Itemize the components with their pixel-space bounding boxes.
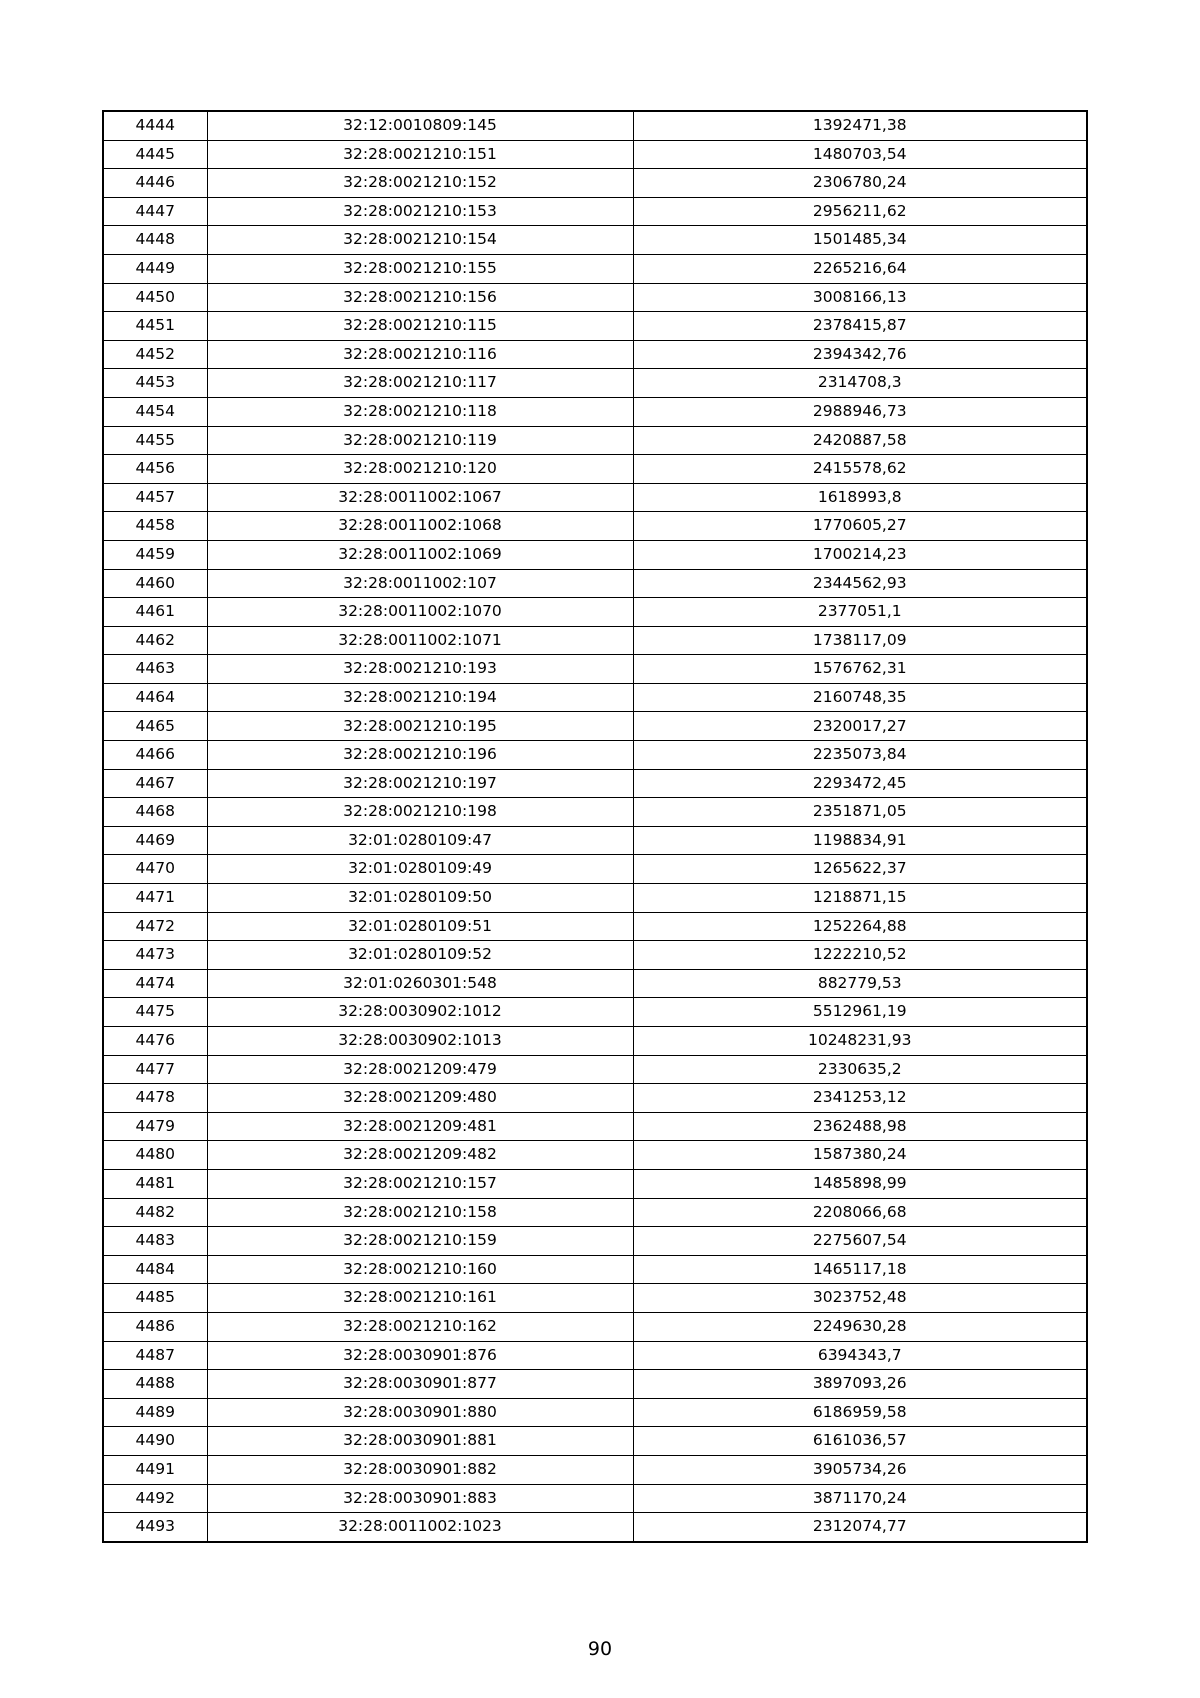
row-number-cell: 4456	[103, 455, 207, 484]
cadastral-number-cell: 32:28:0030902:1012	[207, 998, 633, 1027]
row-number-cell: 4487	[103, 1341, 207, 1370]
table-row	[103, 569, 1087, 598]
table-row	[103, 769, 1087, 798]
table-row	[103, 741, 1087, 770]
row-number-cell: 4461	[103, 598, 207, 627]
table-row	[103, 483, 1087, 512]
cadastral-value-cell: 1252264,88	[633, 912, 1087, 941]
table-row	[103, 397, 1087, 426]
cadastral-number-cell: 32:28:0021210:156	[207, 283, 633, 312]
cadastral-number-cell: 32:28:0011002:1071	[207, 626, 633, 655]
cadastral-value-cell: 1480703,54	[633, 140, 1087, 169]
cadastral-number-cell: 32:28:0021209:480	[207, 1084, 633, 1113]
table-row	[103, 826, 1087, 855]
cadastral-number-cell: 32:28:0021210:152	[207, 169, 633, 198]
cadastral-number-cell: 32:28:0021210:157	[207, 1169, 633, 1198]
cadastral-number-cell: 32:28:0021210:195	[207, 712, 633, 741]
cadastral-value-cell: 2320017,27	[633, 712, 1087, 741]
row-number-cell: 4467	[103, 769, 207, 798]
cadastral-value-cell: 3023752,48	[633, 1284, 1087, 1313]
cadastral-value-cell: 1501485,34	[633, 226, 1087, 255]
row-number-cell: 4483	[103, 1227, 207, 1256]
cadastral-number-cell: 32:28:0030901:876	[207, 1341, 633, 1370]
cadastral-number-cell: 32:28:0021210:119	[207, 426, 633, 455]
cadastral-value-cell: 3897093,26	[633, 1370, 1087, 1399]
cadastral-number-cell: 32:01:0280109:51	[207, 912, 633, 941]
row-number-cell: 4450	[103, 283, 207, 312]
row-number-cell: 4481	[103, 1169, 207, 1198]
row-number-cell: 4448	[103, 226, 207, 255]
table-row	[103, 1312, 1087, 1341]
cadastral-value-cell: 2415578,62	[633, 455, 1087, 484]
row-number-cell: 4468	[103, 798, 207, 827]
row-number-cell: 4464	[103, 683, 207, 712]
table-row	[103, 197, 1087, 226]
table-row	[103, 1027, 1087, 1056]
row-number-cell: 4477	[103, 1055, 207, 1084]
cadastral-number-cell: 32:28:0021210:118	[207, 397, 633, 426]
cadastral-number-cell: 32:12:0010809:145	[207, 111, 633, 140]
table-row	[103, 369, 1087, 398]
cadastral-value-cell: 2420887,58	[633, 426, 1087, 455]
cadastral-number-cell: 32:28:0021210:116	[207, 340, 633, 369]
row-number-cell: 4455	[103, 426, 207, 455]
cadastral-number-cell: 32:28:0021210:193	[207, 655, 633, 684]
row-number-cell: 4465	[103, 712, 207, 741]
cadastral-value-cell: 2956211,62	[633, 197, 1087, 226]
row-number-cell: 4489	[103, 1398, 207, 1427]
page-number: 90	[587, 1638, 613, 1660]
cadastral-value-cell: 1587380,24	[633, 1141, 1087, 1170]
cadastral-value-table	[102, 110, 1088, 1543]
cadastral-value-cell: 2351871,05	[633, 798, 1087, 827]
table-row	[103, 1112, 1087, 1141]
row-number-cell: 4447	[103, 197, 207, 226]
cadastral-number-cell: 32:28:0021210:159	[207, 1227, 633, 1256]
cadastral-number-cell: 32:28:0021210:115	[207, 312, 633, 341]
cadastral-value-cell: 2235073,84	[633, 741, 1087, 770]
row-number-cell: 4457	[103, 483, 207, 512]
table-row	[103, 598, 1087, 627]
row-number-cell: 4463	[103, 655, 207, 684]
cadastral-value-cell: 10248231,93	[633, 1027, 1087, 1056]
table-row	[103, 1427, 1087, 1456]
table-row	[103, 283, 1087, 312]
row-number-cell: 4493	[103, 1513, 207, 1542]
table-row	[103, 855, 1087, 884]
table-body	[103, 111, 1087, 1542]
row-number-cell: 4470	[103, 855, 207, 884]
row-number-cell: 4446	[103, 169, 207, 198]
table-row	[103, 1169, 1087, 1198]
cadastral-number-cell: 32:28:0021210:161	[207, 1284, 633, 1313]
table-row	[103, 912, 1087, 941]
cadastral-number-cell: 32:28:0021210:158	[207, 1198, 633, 1227]
cadastral-value-cell: 1265622,37	[633, 855, 1087, 884]
cadastral-number-cell: 32:28:0030901:877	[207, 1370, 633, 1399]
cadastral-number-cell: 32:28:0021210:162	[207, 1312, 633, 1341]
cadastral-number-cell: 32:28:0021210:155	[207, 254, 633, 283]
row-number-cell: 4444	[103, 111, 207, 140]
cadastral-number-cell: 32:28:0021210:151	[207, 140, 633, 169]
cadastral-value-cell: 2314708,3	[633, 369, 1087, 398]
row-number-cell: 4484	[103, 1255, 207, 1284]
table-row	[103, 111, 1087, 140]
row-number-cell: 4451	[103, 312, 207, 341]
cadastral-number-cell: 32:01:0280109:50	[207, 884, 633, 913]
row-number-cell: 4454	[103, 397, 207, 426]
table-row	[103, 1455, 1087, 1484]
cadastral-number-cell: 32:28:0021210:196	[207, 741, 633, 770]
cadastral-value-cell: 1770605,27	[633, 512, 1087, 541]
row-number-cell: 4485	[103, 1284, 207, 1313]
cadastral-value-cell: 2344562,93	[633, 569, 1087, 598]
cadastral-value-cell: 6394343,7	[633, 1341, 1087, 1370]
table-row	[103, 683, 1087, 712]
row-number-cell: 4459	[103, 540, 207, 569]
cadastral-value-cell: 6186959,58	[633, 1398, 1087, 1427]
table-row	[103, 1198, 1087, 1227]
row-number-cell: 4466	[103, 741, 207, 770]
row-number-cell: 4445	[103, 140, 207, 169]
cadastral-value-cell: 2377051,1	[633, 598, 1087, 627]
row-number-cell: 4491	[103, 1455, 207, 1484]
cadastral-value-cell: 1485898,99	[633, 1169, 1087, 1198]
cadastral-number-cell: 32:01:0280109:49	[207, 855, 633, 884]
cadastral-value-cell: 2394342,76	[633, 340, 1087, 369]
cadastral-value-cell: 2275607,54	[633, 1227, 1087, 1256]
table-row	[103, 998, 1087, 1027]
table-row	[103, 340, 1087, 369]
table-row	[103, 1084, 1087, 1113]
row-number-cell: 4492	[103, 1484, 207, 1513]
row-number-cell: 4469	[103, 826, 207, 855]
cadastral-value-cell: 1218871,15	[633, 884, 1087, 913]
table-row	[103, 1398, 1087, 1427]
row-number-cell: 4471	[103, 884, 207, 913]
table-row	[103, 254, 1087, 283]
cadastral-value-cell: 3008166,13	[633, 283, 1087, 312]
cadastral-number-cell: 32:28:0021209:482	[207, 1141, 633, 1170]
table-row	[103, 712, 1087, 741]
cadastral-number-cell: 32:28:0030902:1013	[207, 1027, 633, 1056]
row-number-cell: 4475	[103, 998, 207, 1027]
cadastral-value-cell: 1465117,18	[633, 1255, 1087, 1284]
row-number-cell: 4479	[103, 1112, 207, 1141]
table-row	[103, 1141, 1087, 1170]
cadastral-number-cell: 32:28:0011002:1023	[207, 1513, 633, 1542]
cadastral-number-cell: 32:28:0011002:1070	[207, 598, 633, 627]
cadastral-number-cell: 32:28:0021210:194	[207, 683, 633, 712]
cadastral-number-cell: 32:01:0280109:52	[207, 941, 633, 970]
cadastral-value-cell: 5512961,19	[633, 998, 1087, 1027]
row-number-cell: 4462	[103, 626, 207, 655]
row-number-cell: 4480	[103, 1141, 207, 1170]
cadastral-value-cell: 2341253,12	[633, 1084, 1087, 1113]
cadastral-value-cell: 1700214,23	[633, 540, 1087, 569]
row-number-cell: 4474	[103, 969, 207, 998]
row-number-cell: 4460	[103, 569, 207, 598]
row-number-cell: 4478	[103, 1084, 207, 1113]
cadastral-number-cell: 32:28:0021210:154	[207, 226, 633, 255]
cadastral-value-cell: 2249630,28	[633, 1312, 1087, 1341]
row-number-cell: 4473	[103, 941, 207, 970]
cadastral-value-cell: 2306780,24	[633, 169, 1087, 198]
cadastral-value-cell: 1222210,52	[633, 941, 1087, 970]
table-row	[103, 426, 1087, 455]
table-row	[103, 1484, 1087, 1513]
table-row	[103, 226, 1087, 255]
cadastral-value-cell: 1738117,09	[633, 626, 1087, 655]
row-number-cell: 4488	[103, 1370, 207, 1399]
table-row	[103, 941, 1087, 970]
cadastral-number-cell: 32:28:0030901:882	[207, 1455, 633, 1484]
table-row	[103, 1284, 1087, 1313]
cadastral-value-cell: 6161036,57	[633, 1427, 1087, 1456]
table-row	[103, 626, 1087, 655]
row-number-cell: 4458	[103, 512, 207, 541]
cadastral-value-cell: 2208066,68	[633, 1198, 1087, 1227]
cadastral-value-cell: 2378415,87	[633, 312, 1087, 341]
cadastral-value-cell: 2362488,98	[633, 1112, 1087, 1141]
table-row	[103, 1341, 1087, 1370]
cadastral-number-cell: 32:28:0021210:153	[207, 197, 633, 226]
table-row	[103, 1227, 1087, 1256]
cadastral-number-cell: 32:28:0021210:197	[207, 769, 633, 798]
row-number-cell: 4452	[103, 340, 207, 369]
cadastral-value-cell: 2265216,64	[633, 254, 1087, 283]
row-number-cell: 4476	[103, 1027, 207, 1056]
table-row	[103, 1370, 1087, 1399]
table-row	[103, 540, 1087, 569]
cadastral-number-cell: 32:01:0260301:548	[207, 969, 633, 998]
table-row	[103, 884, 1087, 913]
table-row	[103, 655, 1087, 684]
cadastral-number-cell: 32:28:0030901:881	[207, 1427, 633, 1456]
table-row	[103, 312, 1087, 341]
table-row	[103, 1055, 1087, 1084]
cadastral-number-cell: 32:28:0021210:198	[207, 798, 633, 827]
table-row	[103, 1255, 1087, 1284]
cadastral-value-cell: 1198834,91	[633, 826, 1087, 855]
cadastral-number-cell: 32:28:0011002:1068	[207, 512, 633, 541]
row-number-cell: 4449	[103, 254, 207, 283]
cadastral-number-cell: 32:28:0030901:880	[207, 1398, 633, 1427]
cadastral-number-cell: 32:01:0280109:47	[207, 826, 633, 855]
cadastral-value-cell: 1618993,8	[633, 483, 1087, 512]
row-number-cell: 4486	[103, 1312, 207, 1341]
row-number-cell: 4490	[103, 1427, 207, 1456]
row-number-cell: 4453	[103, 369, 207, 398]
row-number-cell: 4472	[103, 912, 207, 941]
cadastral-value-cell: 2312074,77	[633, 1513, 1087, 1542]
cadastral-value-cell: 882779,53	[633, 969, 1087, 998]
table-row	[103, 140, 1087, 169]
cadastral-number-cell: 32:28:0021209:481	[207, 1112, 633, 1141]
cadastral-number-cell: 32:28:0021210:160	[207, 1255, 633, 1284]
cadastral-number-cell: 32:28:0021209:479	[207, 1055, 633, 1084]
cadastral-value-cell: 2988946,73	[633, 397, 1087, 426]
cadastral-value-cell: 3905734,26	[633, 1455, 1087, 1484]
cadastral-number-cell: 32:28:0021210:117	[207, 369, 633, 398]
table-row	[103, 969, 1087, 998]
table-row	[103, 169, 1087, 198]
cadastral-number-cell: 32:28:0011002:107	[207, 569, 633, 598]
table-row	[103, 512, 1087, 541]
table-row	[103, 455, 1087, 484]
cadastral-value-cell: 2160748,35	[633, 683, 1087, 712]
cadastral-value-cell: 2330635,2	[633, 1055, 1087, 1084]
cadastral-value-cell: 1576762,31	[633, 655, 1087, 684]
cadastral-value-cell: 3871170,24	[633, 1484, 1087, 1513]
table-row	[103, 1513, 1087, 1542]
cadastral-number-cell: 32:28:0021210:120	[207, 455, 633, 484]
cadastral-number-cell: 32:28:0011002:1069	[207, 540, 633, 569]
cadastral-value-cell: 2293472,45	[633, 769, 1087, 798]
table-row	[103, 798, 1087, 827]
cadastral-value-cell: 1392471,38	[633, 111, 1087, 140]
row-number-cell: 4482	[103, 1198, 207, 1227]
cadastral-number-cell: 32:28:0011002:1067	[207, 483, 633, 512]
cadastral-number-cell: 32:28:0030901:883	[207, 1484, 633, 1513]
